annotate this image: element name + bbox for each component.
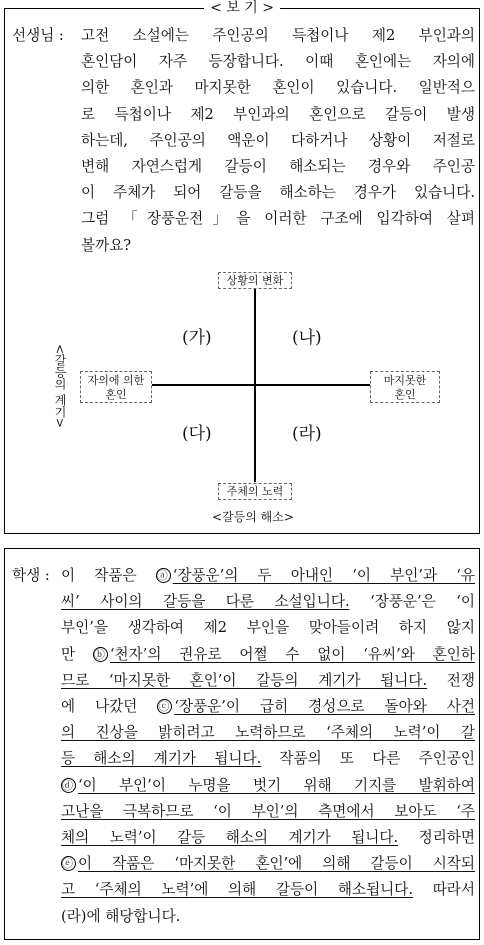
quadrant-da: (다): [182, 424, 212, 444]
student-line: 고 ‘주체의 노력’에 의해 갈등이 해소됩니다. 따라서: [61, 881, 475, 899]
horizontal-axis-line: [152, 384, 380, 386]
underlined-phrase: 등 해소의 계기가 됩니다.: [61, 750, 262, 768]
right-box-reluctant-marriage: [370, 371, 440, 403]
underlined-phrase: 고난을 극복하므로 ‘이 부인’의 측면에서 보아도 ‘주: [61, 802, 475, 820]
underlined-phrase: 체의 노력’이 갈등 해소의 계기가 됩니다.: [61, 829, 399, 847]
teacher-paragraph: [81, 23, 475, 259]
teacher-speaker-label: 선생님 :: [12, 27, 64, 44]
underlined-phrase: 고 ‘주체의 노력’에 의해 갈등이 해소됩니다.: [61, 881, 414, 899]
teacher-line: 변해 자연스럽게 갈등이 해소되는 경우와 주인공: [81, 158, 475, 176]
marker-e: ⓔ: [61, 856, 76, 871]
student-line: [61, 799, 475, 825]
student-paragraph: [61, 563, 475, 930]
marker-b: ⓑ: [93, 647, 108, 662]
quadrant-na: (나): [292, 328, 322, 348]
teacher-line: 혼인담이 자주 등장합니다. 이때 혼인에는 자의에: [81, 53, 475, 71]
left-box-line: 자의에 의한: [87, 374, 145, 387]
teacher-line: 로 득첩이나 제2 부인과의 혼인으로 갈등이 발생: [81, 105, 475, 123]
horizontal-axis-label: <갈등의 해소>: [212, 510, 294, 524]
marker-c: ⓒ: [157, 699, 172, 714]
quadrant-ra: (라): [292, 424, 322, 444]
right-box-line: 혼인: [394, 388, 416, 401]
underlined-phrase: ⓐ ‘장풍운’의 두 아내인 ‘이 부인’과 ‘유: [156, 567, 475, 584]
bogi-title: < 보 기 >: [204, 0, 280, 16]
left-box-line: 혼인: [105, 388, 127, 401]
left-box-voluntary-marriage: [80, 371, 152, 403]
marker-d: ⓓ: [61, 778, 76, 793]
student-line: 씨’ 사이의 갈등을 다룬 소설입니다. ‘장풍운’은 ‘이: [61, 593, 475, 611]
student-line: 등 해소의 계기가 됩니다. 작품의 또 다른 주인공인: [61, 750, 475, 768]
quadrant-ga: (가): [182, 328, 212, 348]
student-line: [61, 773, 475, 799]
student-line: (라)에 해당합니다.: [61, 907, 181, 925]
student-line: 부인’을 생각하여 제2 부인을 맞아들이려 하지 않지: [61, 619, 475, 637]
student-speaker-label: 학생 :: [12, 567, 50, 584]
teacher-line: 하는데, 주인공의 액운이 다하거나 상황이 저절로: [81, 131, 475, 149]
student-line: 이 작품은 ⓐ ‘장풍운’의 두 아내인 ‘이 부인’과 ‘유: [61, 567, 475, 584]
underlined-phrase: ⓔ 이 작품은 ‘마지못한 혼인’에 의해 갈등이 시작되: [62, 855, 475, 873]
teacher-line: 고전 소설에는 주인공의 득첩이나 제2 부인과의: [81, 27, 475, 44]
student-line: [61, 851, 475, 877]
underlined-phrase: ⓓ ‘이 부인’이 누명을 벗기 위해 기지를 발휘하여: [62, 776, 475, 794]
bogi-box: [4, 0, 480, 534]
student-line: 므로 ‘마지못한 혼인’이 갈등의 계기가 됩니다. 전쟁: [61, 671, 475, 689]
bottom-box-subject-effort: 주체의 노력: [218, 483, 292, 500]
student-box: [4, 548, 480, 940]
teacher-line: 이 주체가 되어 갈등을 해소하는 경우가 있습니다.: [81, 184, 475, 202]
student-line: 에 나갔던 ⓒ ‘장풍운’이 급히 경성으로 돌아와 사건: [61, 698, 475, 716]
marker-a: ⓐ: [156, 568, 171, 583]
student-line: 만 ⓑ ‘천자’의 권유로 어쩔 수 없이 ‘유씨’와 혼인하: [61, 645, 475, 663]
vertical-axis-label: <갈등의 계기>: [53, 344, 67, 428]
underlined-phrase: 므로 ‘마지못한 혼인’이 갈등의 계기가 됩니다.: [61, 671, 428, 689]
underlined-phrase: 씨’ 사이의 갈등을 다룬 소설입니다.: [61, 593, 350, 611]
student-line: 체의 노력’이 갈등 해소의 계기가 됩니다. 정리하면: [61, 829, 475, 847]
student-line: [61, 720, 475, 746]
underlined-phrase: 의 진상을 밝히려고 노력하므로 ‘주체의 노력’이 갈: [61, 724, 475, 742]
top-box-situation-change: 상황의 변화: [218, 272, 292, 289]
underlined-phrase: ⓑ ‘천자’의 권유로 어쩔 수 없이 ‘유씨’와 혼인하: [93, 645, 475, 663]
teacher-line: 의한 혼인과 마지못한 혼인이 있습니다. 일반적으: [81, 79, 475, 97]
teacher-line: 볼까요?: [81, 236, 132, 254]
right-box-line: 마지못한: [383, 374, 427, 387]
teacher-line: 그럼 「장풍운전」을 이러한 구조에 입각하여 살펴: [81, 210, 475, 228]
underlined-phrase: ⓒ ‘장풍운’이 급히 경성으로 돌아와 사건: [158, 698, 475, 716]
